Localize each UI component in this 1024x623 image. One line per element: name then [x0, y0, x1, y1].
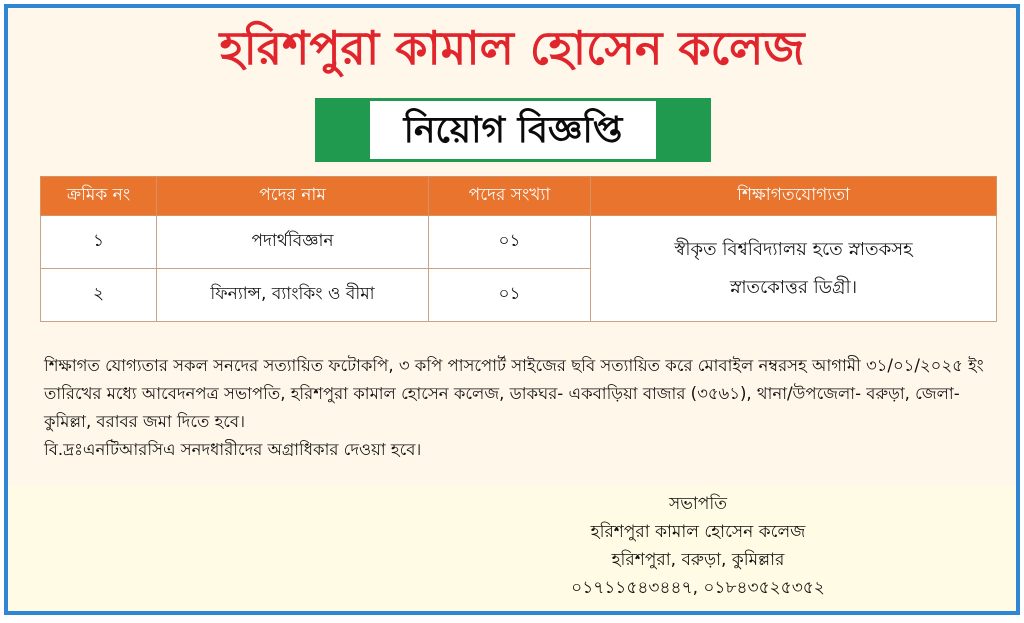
- signature-phones: ০১৭১১৫৪৩৪৪৭, ০১৮৪৩৫২৫৩৫২: [571, 578, 825, 598]
- table-header-row: [41, 177, 997, 216]
- job-table: [40, 176, 997, 322]
- column-header-count: পদের সংখ্যা: [429, 177, 591, 216]
- signature-designation: সভাপতি: [669, 494, 727, 514]
- qualification-cell: [591, 216, 997, 322]
- column-header-post: পদের নাম: [157, 177, 429, 216]
- college-title: হরিশপুরা কামাল হোসেন কলেজ: [219, 21, 805, 75]
- special-note: বি.দ্রঃএনটিআরসিএ সনদধারীদের অগ্রাধিকার দেওয়া হবে।: [44, 440, 422, 459]
- signature-address: হরিশপুরা, বরুড়া, কুমিল্লার: [611, 550, 785, 570]
- row-post: ফিন্যান্স, ব্যাংকিং ও বীমা: [157, 269, 429, 322]
- signature-institution: হরিশপুরা কামাল হোসেন কলেজ: [590, 522, 806, 542]
- row-count: ০১: [429, 269, 591, 322]
- notice-banner: [315, 98, 711, 162]
- qualification-line-1: স্বীকৃত বিশ্ববিদ্যালয় হতে স্নাতকসহ: [674, 238, 913, 260]
- instructions-paragraph: শিক্ষাগত যোগ্যতার সকল সনদের সত্যায়িত ফটোকপি, ৩ কপি পাসপোর্ট সাইজের ছবি সত্যায়িত করে মোবাইল নম্বরসহ আগামী ৩১/০১/২০২৫ ইং তারিখের মধ্যে আবেদনপত্র সভাপতি, হরিশপুরা কামাল হোসেন কলেজ, ডাকঘর- একবাড়িয়া বাজার (৩৫৬১), থানা/উপজেলা- বরুড়া, জেলা-কুমিল্লা, বরাবর জমা দিতে হবে।: [44, 356, 984, 431]
- signature-block: [528, 490, 868, 602]
- notice-frame: [4, 4, 1020, 615]
- row-serial: ১: [41, 216, 157, 269]
- row-count: ০১: [429, 216, 591, 269]
- table-row: [41, 216, 997, 269]
- notice-title: নিয়োগ বিজ্ঞপ্তি: [370, 101, 657, 159]
- qualification-line-2: স্নাতকোত্তর ডিগ্রী।: [729, 276, 858, 298]
- application-instructions: [44, 352, 996, 464]
- column-header-serial: ক্রমিক নং: [41, 177, 157, 216]
- row-serial: ২: [41, 269, 157, 322]
- column-header-qualification: শিক্ষাগতযোগ্যতা: [591, 177, 997, 216]
- row-post: পদার্থবিজ্ঞান: [157, 216, 429, 269]
